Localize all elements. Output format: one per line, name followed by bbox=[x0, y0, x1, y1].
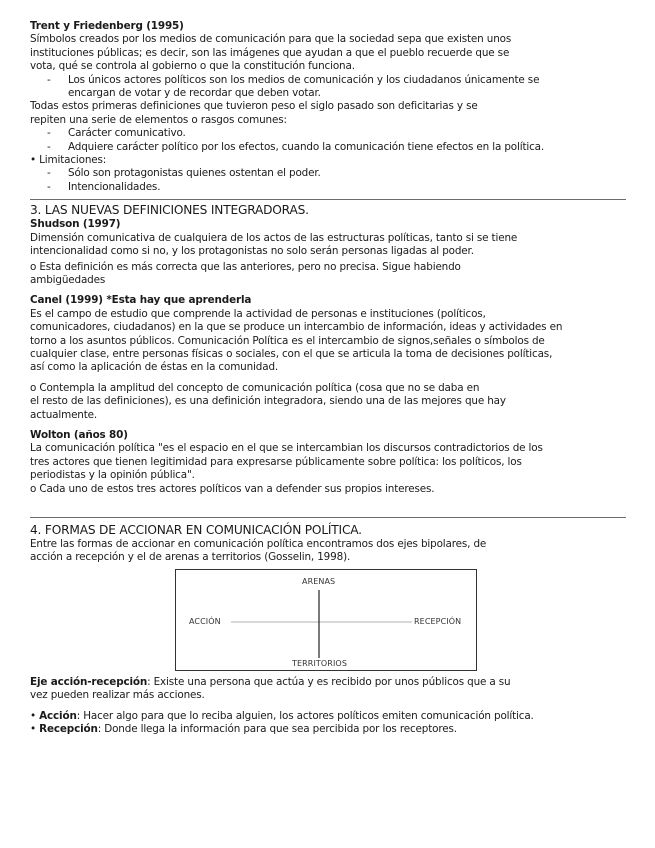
section-3-heading: 3. LAS NUEVAS DEFINICIONES INTEGRADORAS. bbox=[30, 203, 309, 218]
note-line: actualmente. bbox=[30, 408, 98, 421]
axis-description-continued: vez pueden realizar más acciones. bbox=[30, 689, 205, 702]
note-line: ambigüedades bbox=[30, 273, 106, 286]
paragraph-line: torno a los asuntos públicos. Comunicación Política es el intercambio de signos,señales o símbolos de bbox=[30, 334, 545, 347]
axis-description: Eje acción-recepción: Existe una persona que actúa y es recibido por unos públicos que a su bbox=[30, 675, 511, 688]
paragraph-line: Todas estos primeras definiciones que tuvieron peso el siglo pasado son deficitarias y se bbox=[30, 100, 478, 113]
author-trent-friedenberg: Trent y Friedenberg (1995) bbox=[30, 20, 184, 32]
note-line: el resto de las definiciones), es una definición integradora, siendo una de las mejores que hay bbox=[30, 395, 506, 408]
feature-item: - Adquiere carácter político por los efectos, cuando la comunicación tiene efectos en la política. bbox=[47, 140, 545, 153]
accion-bullet: • Acción: Hacer algo para que lo reciba alguien, los actores políticos emiten comunicación política. bbox=[30, 709, 534, 722]
note-line: o Esta definición es más correcta que las anteriores, pero no precisa. Sigue habiendo bbox=[30, 260, 461, 273]
section-divider bbox=[30, 517, 626, 518]
dash-list-item: - Los únicos actores políticos son los medios de comunicación y los ciudadanos únicamente se bbox=[47, 73, 540, 86]
paragraph-line: Símbolos creados por los medios de comunicación para que la sociedad sepa que existen unos bbox=[30, 33, 512, 46]
note-line: o Cada uno de estos tres actores políticos van a defender sus propios intereses. bbox=[30, 482, 435, 495]
paragraph-line: acción a recepción y el de arenas a territorios (Gosselin, 1998). bbox=[30, 551, 351, 564]
diagram-label-bottom: TERRITORIOS bbox=[292, 658, 347, 668]
document-page bbox=[30, 20, 626, 736]
author-canel: Canel (1999) *Esta hay que aprenderla bbox=[30, 294, 252, 307]
paragraph-line: tres actores que tienen legitimidad para expresarse públicamente sobre política: los políticos, los bbox=[30, 455, 522, 468]
paragraph-line: así como la aplicación de éstas en la comunidad. bbox=[30, 361, 279, 374]
paragraph-line: comunicadores, ciudadanos) en la que se produce un intercambio de información, ideas y actividades en bbox=[30, 321, 563, 334]
author-shudson: Shudson (1997) bbox=[30, 218, 121, 231]
limitation-item: - Intencionalidades. bbox=[47, 180, 161, 193]
recepcion-bullet: • Recepción: Donde llega la información para que sea percibida por los receptores. bbox=[30, 723, 457, 736]
paragraph-line: periodistas y la opinión pública". bbox=[30, 469, 195, 482]
section-4-heading: 4. FORMAS DE ACCIONAR EN COMUNICACIÓN POLÍTICA. bbox=[30, 523, 362, 537]
diagram-label-left: ACCIÓN bbox=[189, 616, 221, 626]
diagram-label-top: ARENAS bbox=[302, 576, 336, 586]
axes-diagram bbox=[175, 569, 477, 671]
feature-item: - Carácter comunicativo. bbox=[47, 127, 186, 140]
paragraph-line: intencionalidad como si no, y los protagonistas no solo serán personas ligadas al poder. bbox=[30, 245, 474, 258]
limitation-item: - Sólo son protagonistas quienes ostentan el poder. bbox=[47, 167, 321, 180]
paragraph-line: repiten una serie de elementos o rasgos comunes: bbox=[30, 113, 287, 126]
paragraph-line: cualquier clase, entre personas físicas o sociales, con el que se articula la toma de decisiones políticas, bbox=[30, 347, 553, 360]
paragraph-line: vota, qué se controla al gobierno o que la constitución funciona. bbox=[30, 60, 355, 73]
section-divider bbox=[30, 199, 626, 200]
paragraph-line: La comunicación política "es el espacio en el que se intercambian los discursos contradictorios de los bbox=[30, 442, 543, 455]
paragraph-line: Es el campo de estudio que comprende la actividad de personas e instituciones (políticos, bbox=[30, 307, 486, 320]
author-wolton: Wolton (años 80) bbox=[30, 428, 128, 441]
paragraph-line: Dimensión comunicativa de cualquiera de los actos de las estructuras políticas, tanto si se tiene bbox=[30, 231, 518, 244]
dash-list-item-continued: encargan de votar y de recordar que deben votar. bbox=[68, 87, 321, 100]
limitations-label: • Limitaciones: bbox=[30, 154, 107, 167]
note-line: o Contempla la amplitud del concepto de comunicación política (cosa que no se daba en bbox=[30, 381, 480, 394]
paragraph-line: Entre las formas de accionar en comunicación política encontramos dos ejes bipolares, de bbox=[30, 538, 487, 550]
diagram-label-right: RECEPCIÓN bbox=[414, 616, 462, 626]
paragraph-line: instituciones públicas; es decir, son las imágenes que ayudan a que el pueblo recuerde que se bbox=[30, 46, 510, 59]
